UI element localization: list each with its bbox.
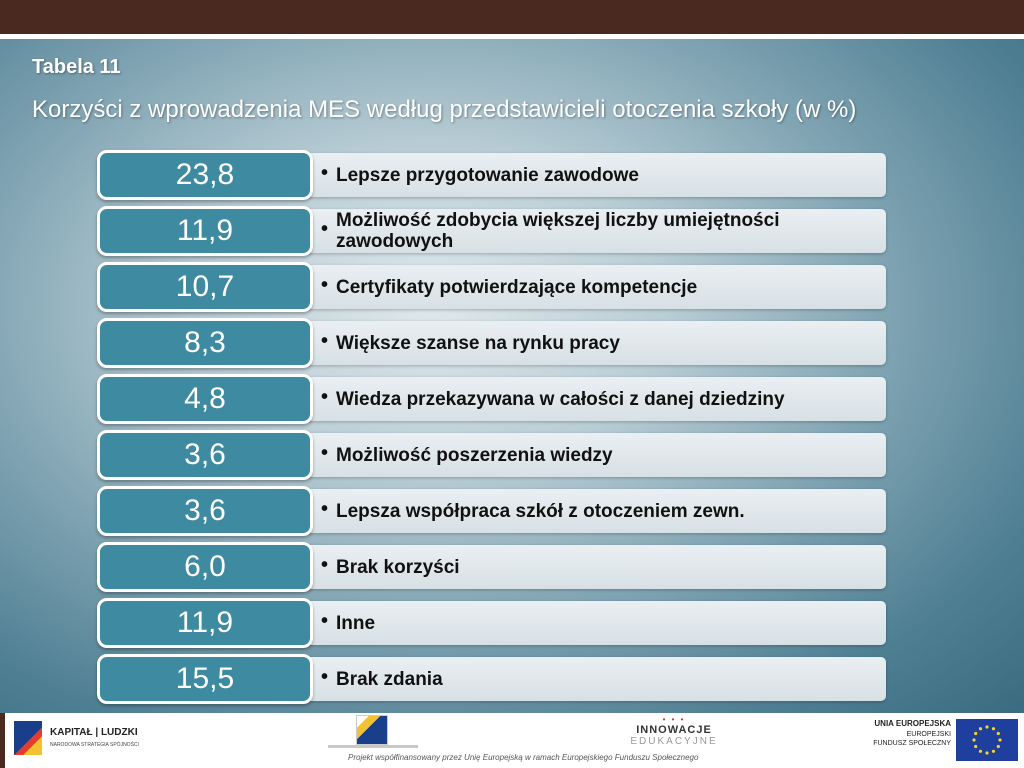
percent-value: 8,3 [97,318,313,368]
bullet-icon: • [320,386,328,408]
innowacje-edukacyjne-logo [624,715,724,751]
benefit-label: Większe szanse na rynku pracy [336,332,620,354]
fundusz-caption-bar [328,745,418,748]
top-bar [0,0,1024,34]
benefit-label-box [304,489,886,533]
benefit-label-box [304,265,886,309]
benefit-label-box [304,433,886,477]
benefit-label-box [304,601,886,645]
table-row [0,150,1024,206]
eu-star-icon [985,751,988,754]
table-row [0,430,1024,486]
percent-value: 15,5 [97,654,313,704]
bullet-icon: • [320,554,328,576]
benefit-label-box [304,321,886,365]
benefit-label: Lepsze przygotowanie zawodowe [336,164,639,186]
benefit-label: Brak korzyści [336,556,460,578]
footer-left-bar [0,713,5,768]
table-row [0,486,1024,542]
percent-value: 4,8 [97,374,313,424]
footer-logos [0,713,1024,768]
table-row [0,542,1024,598]
benefit-label: Certyfikaty potwierdzające kompetencje [336,276,698,298]
eu-star-icon [972,738,975,741]
percent-value: 23,8 [97,150,313,200]
bullet-icon: • [320,610,328,632]
bullet-icon: • [320,218,328,240]
innowacje-text: INNOWACJE [636,724,712,736]
benefit-label-box [304,545,886,589]
benefit-label: Możliwość zdobycia większej liczby umiejętności zawodowych [336,210,780,252]
table-row [0,374,1024,430]
benefit-label-box [304,377,886,421]
eu-star-icon [998,738,1001,741]
bullet-icon: • [320,162,328,184]
benefit-label: Lepsza współpraca szkół z otoczeniem zewn. [336,500,745,522]
benefit-label-box [304,153,886,197]
eu-star-icon [985,725,988,728]
benefit-label: Wiedza przekazywana w całości z danej dziedziny [336,388,785,410]
benefit-label-box [304,209,886,253]
eu-star-icon [974,732,977,735]
fundusz-flag-icon [356,715,388,745]
table-row [0,262,1024,318]
kapital-ludzki-subtext: NARODOWA STRATEGIA SPÓJNOŚCI [50,742,139,748]
eu-star-icon [997,732,1000,735]
eu-star-icon [992,750,995,753]
table-row [0,206,1024,262]
kapital-ludzki-mark-icon [14,721,42,755]
benefit-label: Możliwość poszerzenia wiedzy [336,444,613,466]
percent-value: 3,6 [97,430,313,480]
innowacje-dots-icon: • • • [662,715,686,724]
eu-star-icon [979,750,982,753]
percent-value: 11,9 [97,206,313,256]
eu-flag-icon [956,719,1018,761]
bullet-icon: • [320,498,328,520]
percent-value: 6,0 [97,542,313,592]
eu-line-1: UNIA EUROPEJSKA [874,719,951,728]
bullet-icon: • [320,330,328,352]
project-note: Projekt współfinansowany przez Unię Europejską w ramach Europejskiego Funduszu Społecznego [348,753,699,762]
eu-star-icon [997,745,1000,748]
table-row [0,654,1024,710]
percent-value: 10,7 [97,262,313,312]
eu-star-icon [992,727,995,730]
eu-star-icon [974,745,977,748]
slide-subtitle: Korzyści z wprowadzenia MES według przedstawicieli otoczenia szkoły (w %) [32,96,857,123]
table-row [0,318,1024,374]
bullet-icon: • [320,666,328,688]
eu-line-2: EUROPEJSKI [906,731,951,738]
edukacyjne-text: EDUKACYJNE [630,736,718,747]
eu-star-icon [979,727,982,730]
benefit-label-box [304,657,886,701]
table-row [0,598,1024,654]
kapital-ludzki-logo [14,719,164,759]
percent-value: 3,6 [97,486,313,536]
eu-line-3: FUNDUSZ SPOŁECZNY [873,740,951,747]
bullet-icon: • [320,442,328,464]
slide-title: Tabela 11 [32,56,121,78]
bullet-icon: • [320,274,328,296]
eu-logo-text [856,719,951,759]
benefit-label: Inne [336,612,376,634]
percent-value: 11,9 [97,598,313,648]
benefit-label: Brak zdania [336,668,443,690]
kapital-ludzki-text: KAPITAŁ | LUDZKI [50,727,138,738]
